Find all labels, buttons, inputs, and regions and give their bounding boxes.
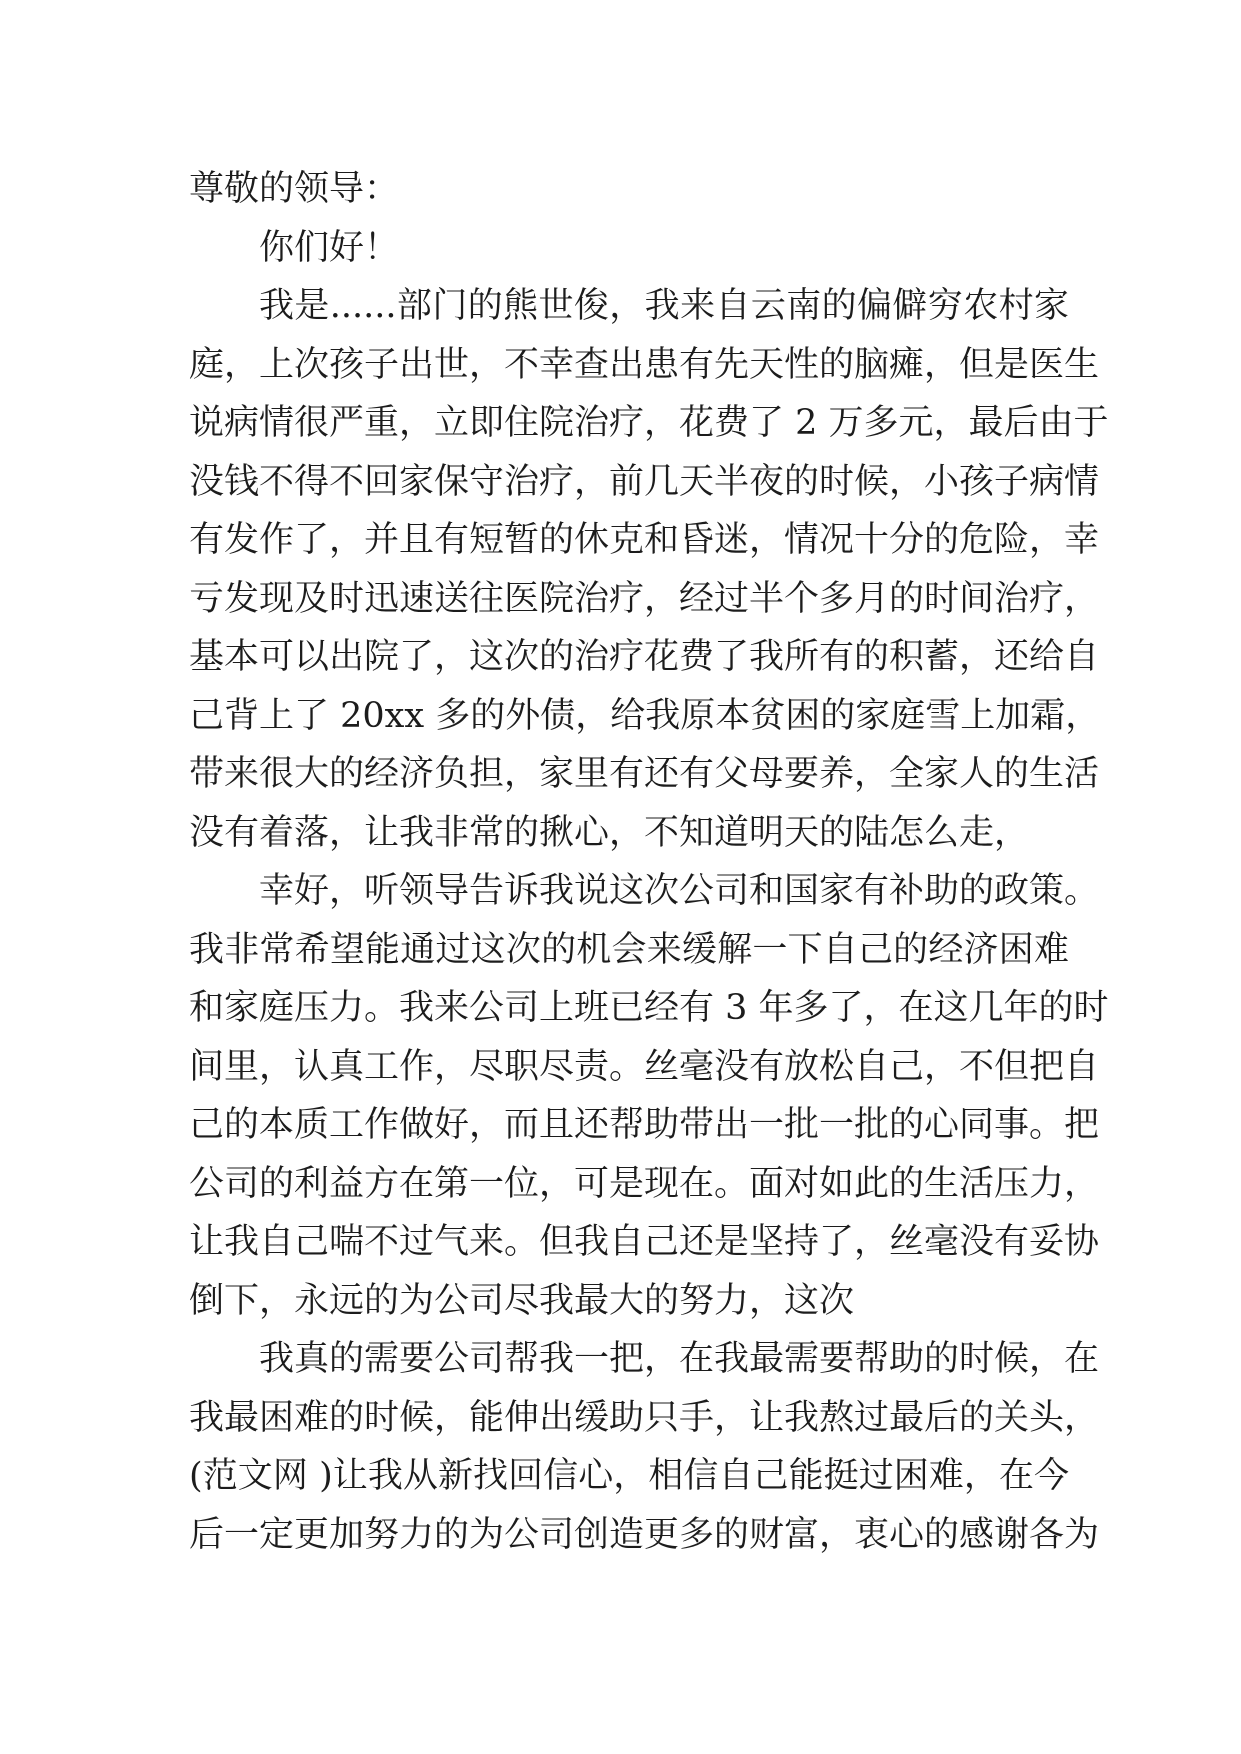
paragraph-greeting bbox=[189, 219, 1069, 278]
text-line: 说病情很严重，立即住院治疗，花费了 2 万多元，最后由于 bbox=[189, 403, 1109, 443]
text-line: 后一定更加努力的为公司创造更多的财富，衷心的感谢各为 bbox=[189, 1514, 1100, 1555]
text-line: (范文网 )让我从新找回信心，相信自己能挺过困难，在今 bbox=[189, 1456, 1069, 1496]
text-line: 亏发现及时迅速送往医院治疗，经过半个多月的时间治疗， bbox=[189, 578, 1100, 619]
text-line: 有发作了，并且有短暂的休克和昏迷，情况十分的危险，幸 bbox=[189, 520, 1100, 560]
salutation: 尊敬的领导： bbox=[189, 169, 400, 209]
text-line: 没有着落，让我非常的揪心，不知道明天的陆怎么走， bbox=[189, 812, 1030, 853]
text-line: 没钱不得不回家保守治疗，前几天半夜的时候，小孩子病情 bbox=[189, 461, 1100, 502]
text-line: 己的本质工作做好，而且还帮助带出一批一批的心同事。把 bbox=[189, 1105, 1100, 1145]
text-line: 间里，认真工作，尽职尽责。丝毫没有放松自己，不但把自 bbox=[189, 1046, 1100, 1087]
paragraph-request bbox=[189, 1330, 1100, 1564]
text-line: 公司的利益方在第一位，可是现在。面对如此的生活压力， bbox=[189, 1163, 1100, 1204]
text-line: 庭，上次孩子出世，不幸查出患有先天性的脑瘫，但是医生 bbox=[189, 344, 1100, 385]
text-line: 倒下，永远的为公司尽我最大的努力，这次 bbox=[189, 1280, 855, 1321]
text-line: 基本可以出院了，这次的治疗花费了我所有的积蓄，还给自 bbox=[189, 637, 1100, 677]
text-line: 带来很大的经济负担，家里有还有父母要养，全家人的生活 bbox=[189, 754, 1100, 794]
paragraph-work-record bbox=[189, 862, 1109, 1330]
text-line: 我非常希望能通过这次的机会来缓解一下自己的经济困难 bbox=[189, 929, 1069, 970]
paragraph-background bbox=[189, 277, 1109, 862]
text-line: 我是......部门的熊世俊，我来自云南的偏僻穷农村家 bbox=[259, 286, 1069, 326]
text-line: 让我自己喘不过气来。但我自己还是坚持了，丝毫没有妥协 bbox=[189, 1222, 1100, 1262]
text-line: 我最困难的时候，能伸出缓助只手，让我熬过最后的关头， bbox=[189, 1397, 1100, 1438]
text-line: 我真的需要公司帮我一把，在我最需要帮助的时候，在 bbox=[259, 1339, 1100, 1379]
text-line: 己背上了 20xx 多的外债，给我原本贫困的家庭雪上加霜， bbox=[189, 695, 1101, 736]
text-line: 你们好！ bbox=[259, 227, 400, 268]
text-line: 幸好，听领导告诉我说这次公司和国家有补助的政策。 bbox=[259, 871, 1100, 911]
text-line: 和家庭压力。我来公司上班已经有 3 年多了，在这几年的时 bbox=[189, 988, 1109, 1028]
letter-body bbox=[189, 160, 1109, 1564]
